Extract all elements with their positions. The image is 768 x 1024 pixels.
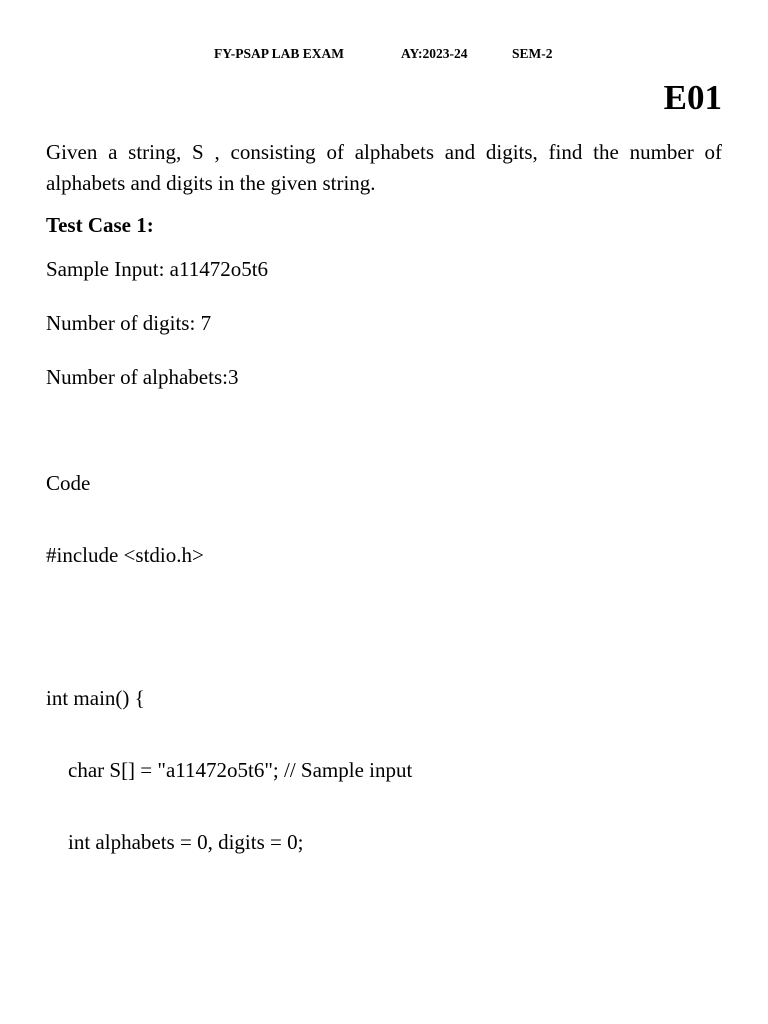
code-line: int alphabets = 0, digits = 0;: [68, 830, 304, 854]
exam-title: FY-PSAP LAB EXAM: [214, 46, 345, 61]
sample-input: Sample Input: a11472o5t6: [46, 257, 269, 281]
problem-statement: Given a string, S , consisting of alphabets and digits, find the number of alphabets and digits in the given string.: [46, 140, 722, 195]
code-line: #include <stdio.h>: [46, 543, 204, 567]
digits-output: Number of digits: 7: [46, 311, 212, 335]
semester: SEM-2: [512, 46, 553, 61]
code-line: char S[] = "a11472o5t6"; // Sample input: [68, 758, 413, 782]
academic-year: AY:2023-24: [401, 46, 468, 61]
code-line: int main() {: [46, 686, 145, 710]
alphabets-output: Number of alphabets:3: [46, 365, 239, 389]
code-label: Code: [46, 471, 91, 495]
test-case-heading: Test Case 1:: [46, 213, 154, 237]
question-id: E01: [663, 78, 722, 117]
